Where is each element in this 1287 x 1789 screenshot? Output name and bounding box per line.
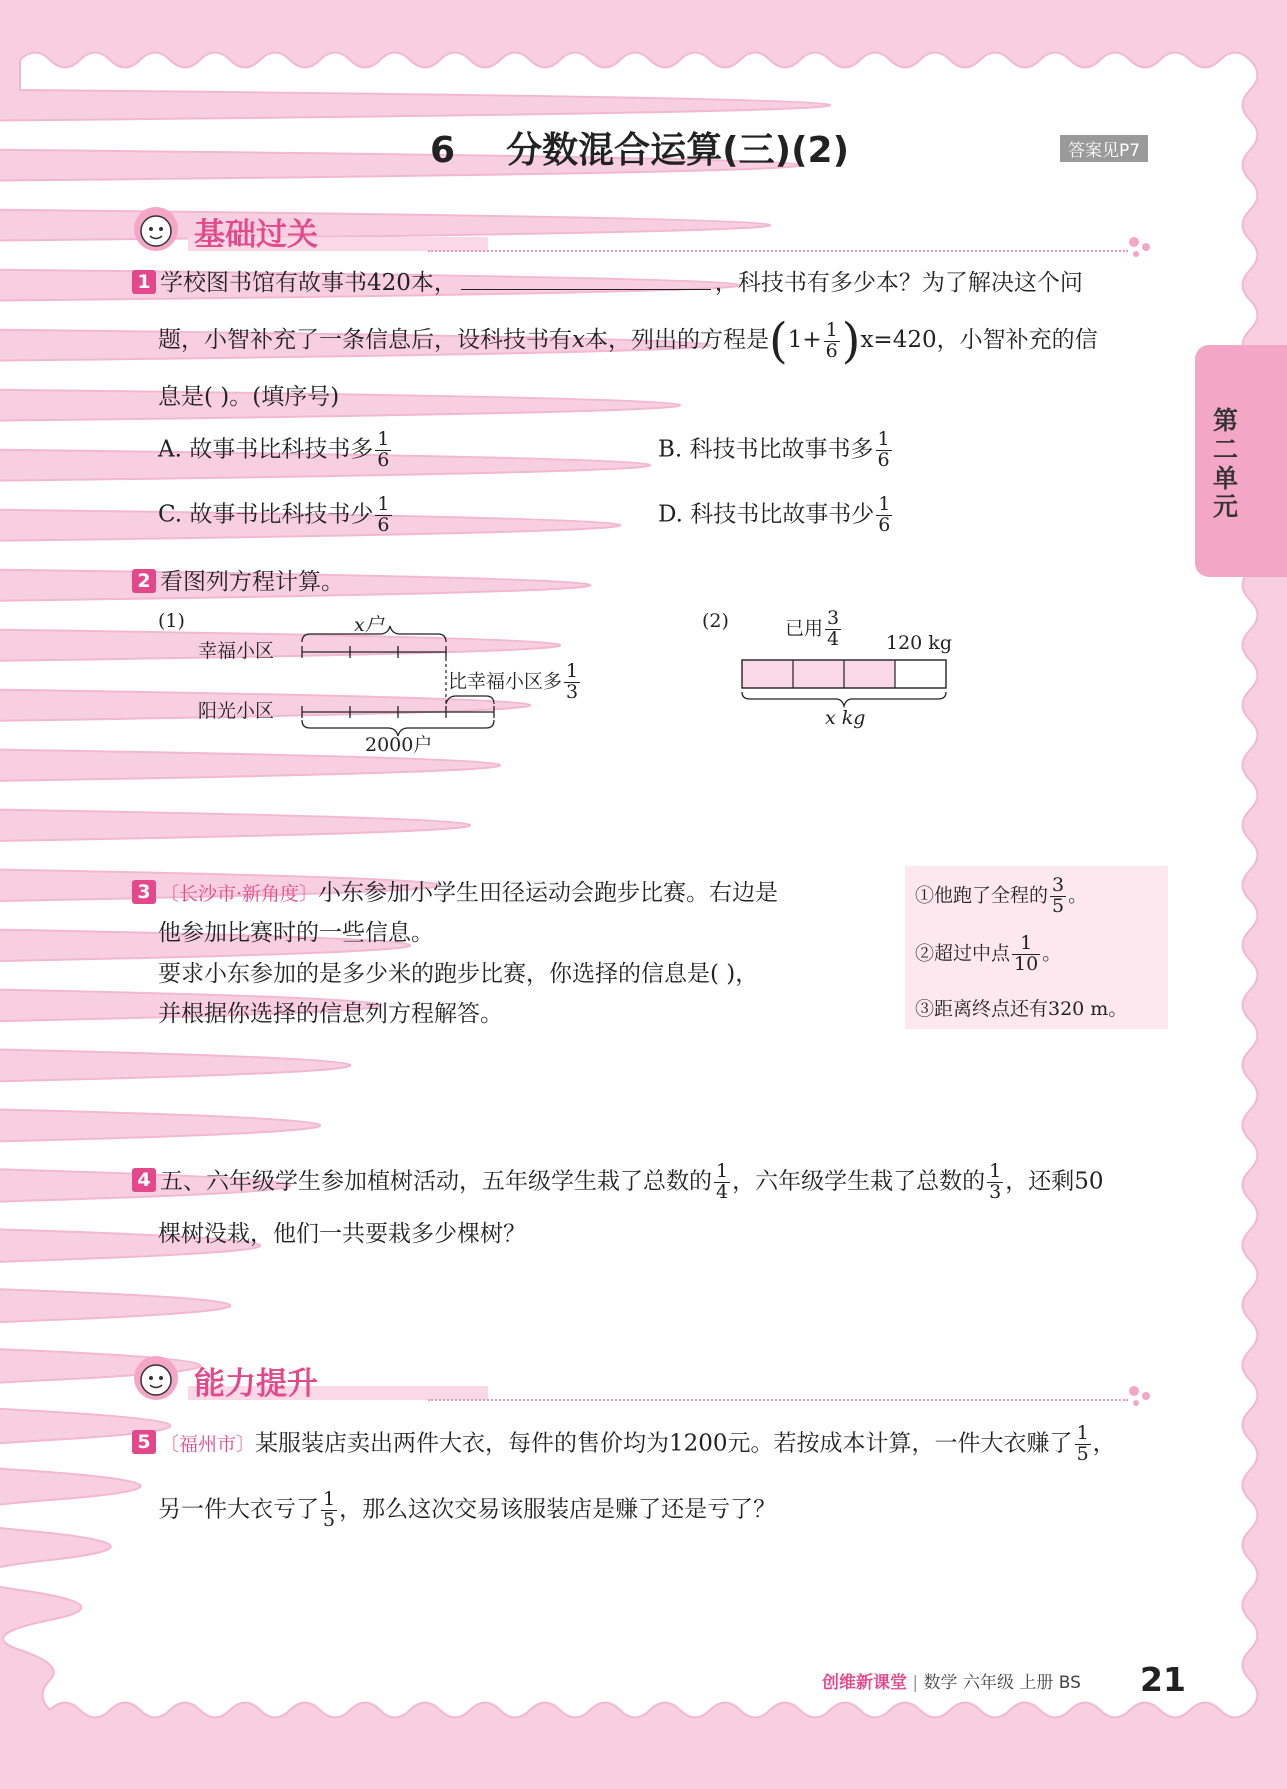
diagram-1-label: (1): [158, 610, 185, 632]
q1-line2-text: 题，小智补充了一条信息后，设科技书有: [158, 327, 572, 353]
question-3-line-2: 他参加比赛时的一些信息。: [158, 920, 434, 946]
dots-decoration-icon: [1128, 235, 1158, 259]
fraction-den: 6: [878, 513, 891, 536]
q1-option-d-label: D. 科技书比故事书少: [658, 501, 875, 528]
fraction-num: 1: [878, 493, 891, 515]
footer: [822, 1668, 1081, 1693]
fraction-den: 3: [989, 1180, 1002, 1203]
fraction-num: 1: [716, 1160, 729, 1182]
fraction-den: 10: [1014, 952, 1039, 975]
q1-option-c-label: C. 故事书比科技书少: [158, 501, 374, 528]
footer-info: 数学 六年级 上册 BS: [923, 1673, 1081, 1693]
question-5-line-1: [132, 1424, 1116, 1465]
unit-side-tab: [1195, 345, 1287, 577]
section-title-advanced: 能力提升: [194, 1366, 318, 1402]
fraction-den: 5: [1076, 1442, 1089, 1465]
q1-answer-blank[interactable]: [461, 269, 711, 290]
fraction-den: 4: [716, 1180, 729, 1203]
top-brace: [302, 626, 446, 642]
page-title: [430, 122, 849, 173]
q1-line2-text-b: 本，列出的方程是: [584, 327, 769, 353]
question-1-line-3: 息是( )。(填序号): [158, 384, 340, 410]
fraction-den: 6: [377, 448, 390, 471]
question-3-line-4: 并根据你选择的信息列方程解答。: [158, 1001, 503, 1027]
dots-decoration-icon: [1128, 1384, 1158, 1408]
fraction-num: 1: [1020, 932, 1033, 954]
footer-brand: 创维新课堂: [822, 1673, 907, 1693]
q3-source-tag: 〔长沙市·新角度〕: [160, 883, 319, 905]
fraction-num: 3: [1052, 874, 1065, 896]
q3-info-2: [915, 934, 1061, 975]
answer-reference-badge: [1060, 135, 1148, 162]
question-3-line-1: [132, 876, 778, 911]
question-1-line-1: [132, 266, 1083, 301]
diagram-2-bar: [700, 605, 980, 735]
info-1-end: 。: [1068, 884, 1088, 907]
question-4-line-1: [132, 1162, 1103, 1203]
fraction-num: 1: [323, 1488, 336, 1510]
q4-fraction-2: [987, 1162, 1003, 1203]
info-2-end: 。: [1042, 942, 1062, 965]
q3-info-box: [905, 866, 1168, 1029]
info-1-text: ①他跑了全程的: [915, 884, 1049, 907]
extra-brace: [446, 696, 494, 704]
question-5-number: 5: [132, 1430, 156, 1454]
fraction-num: 3: [827, 607, 840, 629]
q1-eq-one-plus: 1+: [787, 327, 822, 353]
question-3-number: 3: [132, 880, 156, 904]
diagram-2-label: (2): [702, 610, 729, 632]
q1-option-b[interactable]: [658, 430, 894, 471]
fraction-num: 1: [989, 1160, 1002, 1182]
fraction-den: 6: [877, 448, 890, 471]
more-label-text: 比幸福小区多: [448, 670, 563, 693]
q1-eq-num: 1: [825, 318, 838, 341]
diagram-1-bottom-label: 2000户: [365, 734, 433, 756]
answer-reference-text: 答案见P7: [1068, 141, 1141, 161]
question-4-number: 4: [132, 1168, 156, 1192]
paren-open: (: [768, 313, 788, 369]
q4-text-b: ，六年级学生栽了总数的: [732, 1168, 986, 1195]
q5-text-a: 某服装店卖出两件大衣，每件的售价均为1200元。若按成本计算，一件大衣赚了: [255, 1430, 1073, 1457]
q2-prompt-text: 看图列方程计算。: [160, 569, 344, 595]
q1-option-b-label: B. 科技书比故事书多: [658, 436, 874, 463]
q1-option-a-label: A. 故事书比科技书多: [158, 436, 374, 463]
q3-info-1: [915, 876, 1087, 917]
q5-line2-text-b: ，那么这次交易该服装店是赚了还是亏了？: [339, 1496, 777, 1523]
diagram-2-total-label: x kg: [825, 707, 866, 729]
q3-info-3: ③距离终点还有320 m。: [915, 998, 1128, 1020]
q1-eq-den: 6: [825, 339, 838, 362]
q5-text-b: ，: [1092, 1430, 1116, 1457]
total-brace: [742, 692, 946, 706]
q1-option-c-fraction: [375, 495, 391, 536]
section-header-advanced: [128, 1352, 1158, 1402]
question-3-line-3: 要求小东参加的是多少米的跑步比赛，你选择的信息是( )，: [158, 961, 759, 987]
q1-eq-fraction: [824, 318, 840, 362]
diagram-1-row1-label: 幸福小区: [198, 640, 275, 662]
question-2-prompt: [132, 565, 344, 600]
footer-separator: |: [912, 1673, 919, 1693]
q1-option-a-fraction: [375, 430, 391, 471]
fraction-den: 5: [323, 1508, 336, 1531]
cartoon-girl-icon: [128, 203, 184, 253]
q5-fraction-1: [1075, 1424, 1091, 1465]
question-4-line-2: 棵树没栽，他们一共要栽多少棵树？: [158, 1221, 526, 1247]
bottom-brace: [302, 720, 494, 736]
q4-text-c: ，还剩50: [1005, 1168, 1104, 1195]
fraction-den: 5: [1052, 894, 1065, 917]
q3-line1-text: 小东参加小学生田径运动会跑步比赛。右边是: [318, 880, 779, 906]
fraction-num: 1: [566, 660, 579, 682]
q1-text-a: 学校图书馆有故事书420本，: [160, 270, 457, 296]
q4-fraction-1: [714, 1162, 730, 1203]
q1-option-d[interactable]: [658, 495, 894, 536]
diagram-1-lines: [150, 608, 630, 758]
section-header-basic: [128, 203, 1158, 253]
question-2-number: 2: [132, 569, 156, 593]
q1-option-a[interactable]: [158, 430, 393, 471]
diagram-1: [150, 608, 630, 758]
fraction-num: 1: [1076, 1422, 1089, 1444]
fraction-den: 3: [566, 680, 579, 703]
page-number: 21: [1140, 1660, 1186, 1699]
question-1-number: 1: [132, 270, 156, 294]
q1-option-b-fraction: [876, 430, 892, 471]
lesson-title: 分数混合运算(三)(2): [506, 130, 850, 171]
cartoon-boy-icon: [128, 1352, 184, 1402]
question-1-line-2: [158, 313, 1098, 369]
diagram-2-rest-label: 120 kg: [886, 632, 952, 654]
q1-text-b: ，科技书有多少本？为了解决这个问: [714, 270, 1083, 296]
diagram-1-top-label: x户: [354, 614, 384, 636]
q1-option-d-fraction: [876, 495, 892, 536]
q5-line2-text-a: 另一件大衣亏了: [158, 1496, 319, 1523]
fraction-num: 1: [377, 428, 390, 450]
lesson-number: 6: [430, 130, 456, 171]
info-2-fraction: [1012, 934, 1040, 975]
info-2-text: ②超过中点: [915, 942, 1011, 965]
q4-text-a: 五、六年级学生参加植树活动，五年级学生栽了总数的: [160, 1168, 712, 1195]
fraction-num: 1: [877, 428, 890, 450]
q1-variable-x: x: [572, 327, 585, 353]
section-divider: [428, 1399, 1128, 1401]
fraction-den: 6: [377, 513, 390, 536]
info-1-fraction: [1050, 876, 1066, 917]
q1-eq-tail: x=420，小智补充的信: [860, 327, 1098, 353]
fraction-den: 4: [827, 627, 840, 650]
diagram-1-row2-label: 阳光小区: [198, 700, 275, 722]
question-5-line-2: [158, 1490, 776, 1531]
q1-option-c[interactable]: [158, 495, 394, 536]
q5-fraction-2: [321, 1490, 337, 1531]
q5-source-tag: 〔福州市〕: [160, 1433, 256, 1456]
paren-close: ): [841, 313, 861, 369]
section-divider: [428, 250, 1128, 252]
fraction-num: 1: [377, 493, 390, 515]
diagram-2: [700, 605, 980, 735]
unit-side-tab-label: 第二单元: [1213, 406, 1239, 522]
used-text: 已用: [785, 617, 824, 640]
section-title-basic: 基础过关: [194, 217, 318, 253]
